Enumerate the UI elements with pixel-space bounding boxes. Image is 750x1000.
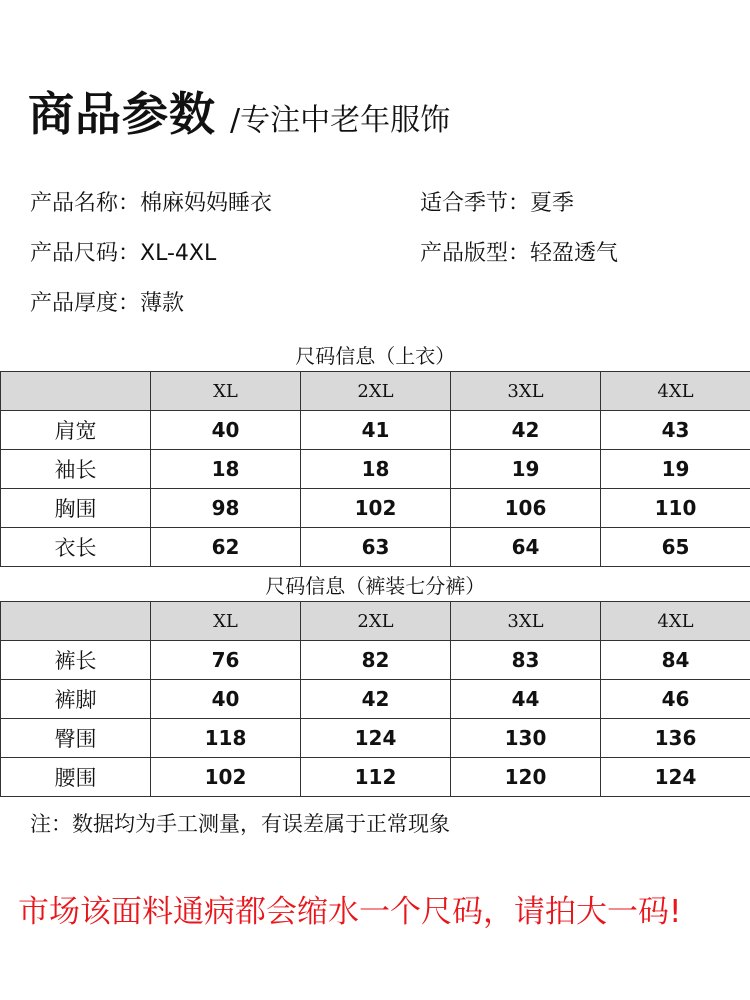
size-header: XL: [151, 602, 301, 641]
table-cell: 112: [301, 758, 451, 797]
table-row: [1, 680, 750, 719]
table-cell: 18: [301, 450, 451, 489]
top-table-header-row: [1, 372, 750, 411]
size-header: 2XL: [301, 602, 451, 641]
table-cell: 110: [601, 489, 750, 528]
table-cell: 102: [301, 489, 451, 528]
spec-thickness: 产品厚度：薄款: [30, 291, 185, 316]
table-row: [1, 528, 750, 567]
table-cell: 65: [601, 528, 750, 567]
table-row: [1, 641, 750, 680]
table-cell: 42: [301, 680, 451, 719]
table-cell: 130: [451, 719, 601, 758]
measurement-note: 注：数据均为手工测量，有误差属于正常现象: [30, 812, 450, 836]
row-label: 胸围: [1, 489, 151, 528]
row-label: 裤脚: [1, 680, 151, 719]
table-cell: 19: [601, 450, 750, 489]
size-table: [0, 337, 750, 797]
table-cell: 62: [151, 528, 301, 567]
table-cell: 136: [601, 719, 750, 758]
spec-fit: 产品版型：轻盈透气: [420, 241, 619, 266]
size-header: XL: [151, 372, 301, 411]
pants-table-header-row: [1, 602, 750, 641]
table-row: [1, 411, 750, 450]
table-cell: 102: [151, 758, 301, 797]
row-label: 臀围: [1, 719, 151, 758]
title-main: 商品参数: [28, 87, 216, 141]
table-cell: 40: [151, 411, 301, 450]
table-cell: 42: [451, 411, 601, 450]
spec-name: 产品名称：棉麻妈妈睡衣: [30, 191, 273, 216]
spec-size: 产品尺码：XL-4XL: [30, 241, 217, 266]
table-cell: 82: [301, 641, 451, 680]
table-cell: 106: [451, 489, 601, 528]
table-cell: 118: [151, 719, 301, 758]
title-subtitle: /专注中老年服饰: [230, 103, 451, 138]
table-cell: 40: [151, 680, 301, 719]
table-cell: 76: [151, 641, 301, 680]
table-row: [1, 758, 750, 797]
table-cell: 41: [301, 411, 451, 450]
size-header: 3XL: [451, 602, 601, 641]
table-cell: 124: [601, 758, 750, 797]
header-cell-empty: [1, 602, 151, 641]
table-row: [1, 489, 750, 528]
header-cell-empty: [1, 372, 151, 411]
table-cell: 84: [601, 641, 750, 680]
pants-table-caption-row: [1, 567, 750, 602]
row-label: 裤长: [1, 641, 151, 680]
table-cell: 63: [301, 528, 451, 567]
table-cell: 120: [451, 758, 601, 797]
size-header: 2XL: [301, 372, 451, 411]
pants-table-caption: 尺码信息（裤装七分裤）: [1, 567, 750, 602]
table-cell: 19: [451, 450, 601, 489]
size-header: 3XL: [451, 372, 601, 411]
table-row: [1, 450, 750, 489]
table-cell: 43: [601, 411, 750, 450]
table-cell: 44: [451, 680, 601, 719]
top-table-caption: 尺码信息（上衣）: [1, 337, 750, 372]
row-label: 衣长: [1, 528, 151, 567]
page-title: [28, 78, 450, 144]
top-table-caption-row: [1, 337, 750, 372]
row-label: 袖长: [1, 450, 151, 489]
shrinkage-warning: 市场该面料通病都会缩水一个尺码，请拍大一码!: [18, 894, 682, 930]
row-label: 肩宽: [1, 411, 151, 450]
row-label: 腰围: [1, 758, 151, 797]
table-cell: 98: [151, 489, 301, 528]
size-header: 4XL: [601, 602, 750, 641]
table-cell: 124: [301, 719, 451, 758]
size-header: 4XL: [601, 372, 750, 411]
table-cell: 46: [601, 680, 750, 719]
table-cell: 83: [451, 641, 601, 680]
table-cell: 64: [451, 528, 601, 567]
table-row: [1, 719, 750, 758]
table-cell: 18: [151, 450, 301, 489]
spec-season: 适合季节：夏季: [420, 191, 575, 216]
